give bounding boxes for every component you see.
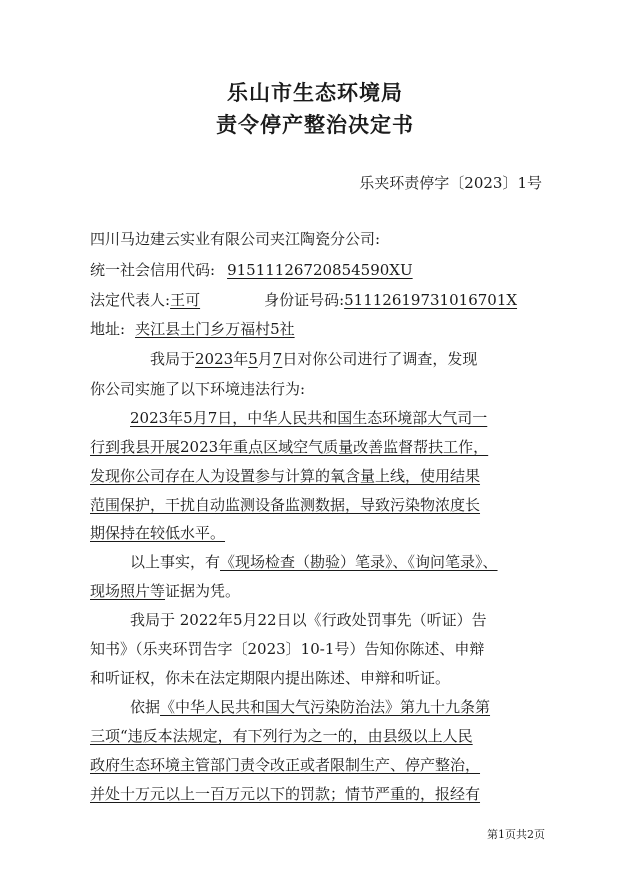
- legal-rep-value: 王可: [170, 291, 201, 309]
- evidence-text-end: 证据为凭。: [165, 582, 241, 600]
- violation-line: 期保持在较低水平。: [90, 524, 226, 542]
- investigation-paragraph-line2: 你公司实施了以下环境违法行为:: [90, 380, 306, 398]
- basis-line: 并处十万元以上一百万元以下的罚款；情节严重的，报经有: [90, 785, 481, 803]
- violation-line: 2023年5月7日，中华人民共和国生态环境部大气司一: [130, 409, 488, 427]
- investigation-year: 2023: [195, 350, 234, 368]
- basis-line: 政府生态环境主管部门责令改正或者限制生产、停产整治，: [90, 756, 481, 774]
- investigation-paragraph: [90, 348, 550, 369]
- credit-code-value: 91511126720854590XU: [227, 261, 413, 279]
- legal-rep-line: [90, 289, 550, 310]
- address-line: [90, 318, 550, 339]
- credit-code-label: 统一社会信用代码:: [90, 261, 216, 279]
- notice-line: 知书》（乐夹环罚告字〔2023〕10-1号）告知你陈述、申辩: [90, 640, 485, 658]
- violation-line: 范围保护，干扰自动监测设备监测数据，导致污染物浓度长: [90, 496, 481, 514]
- investigation-text-end: 日对你公司进行了调查，发现: [282, 350, 478, 368]
- evidence-paragraph: [90, 551, 550, 572]
- address-value: 夹江县土门乡万福村5社: [135, 320, 295, 338]
- credit-code-line: [90, 259, 550, 280]
- legal-rep-label: 法定代表人:: [90, 291, 171, 309]
- basis-text: 依据: [130, 698, 161, 716]
- basis-line: 三项“违反本法规定，有下列行为之一的，由县级以上人民: [90, 727, 473, 745]
- document-title: 责令停产整治决定书: [216, 112, 414, 137]
- notice-line: 和听证权，你未在法定期限内提出陈述、申辩和听证。: [90, 669, 451, 687]
- year-unit: 年: [233, 350, 249, 368]
- id-number-label: 身份证号码:: [264, 291, 345, 309]
- evidence-paragraph-line2: [90, 580, 550, 601]
- investigation-month: 5: [248, 350, 258, 368]
- page-number: 第1页共2页: [487, 828, 545, 841]
- basis-law: 《中华人民共和国大气污染防治法》第九十九条第: [160, 698, 491, 716]
- evidence-documents: 《现场检查（勘验）笔录》、《询问笔录》、: [220, 553, 498, 571]
- legal-basis-paragraph: [90, 696, 550, 717]
- investigation-day: 7: [272, 350, 283, 368]
- violation-line: 发现你公司存在人为设置参与计算的氧含量上线，使用结果: [90, 467, 481, 485]
- notice-line: 我局于 2022年5月22日以《行政处罚事先（听证）告: [130, 611, 487, 629]
- month-unit: 月: [257, 350, 273, 368]
- violation-line: 行到我县开展2023年重点区域空气质量改善监督帮扶工作，: [90, 438, 489, 456]
- address-label: 地址:: [90, 320, 126, 338]
- issuer-title: 乐山市生态环境局: [227, 80, 403, 105]
- evidence-photos: 现场照片等: [90, 582, 166, 600]
- evidence-text: 以上事实，有: [130, 553, 221, 571]
- id-number-value: 51112619731016701X: [344, 291, 518, 309]
- investigation-text: 我局于: [150, 350, 196, 368]
- document-number: 乐夹环责停字〔2023〕1号: [359, 174, 542, 192]
- recipient-company: 四川马边建云实业有限公司夹江陶瓷分公司:: [90, 230, 381, 248]
